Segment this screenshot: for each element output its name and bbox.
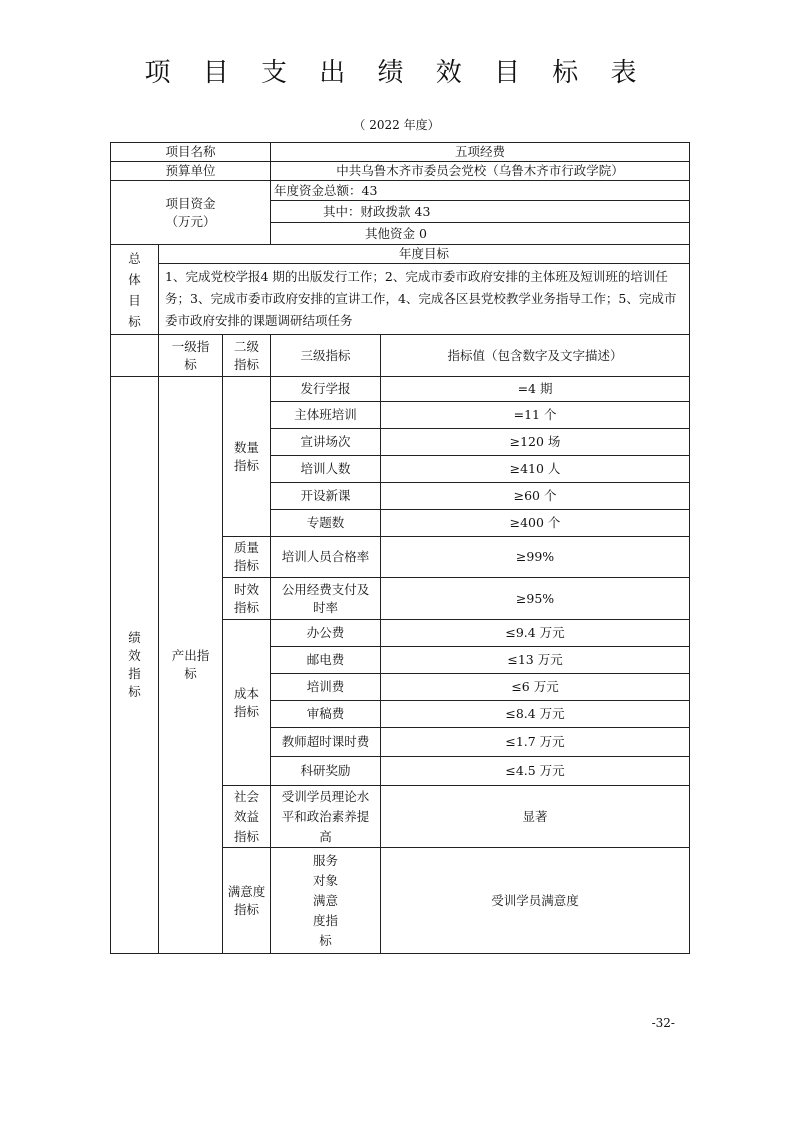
indicator-name: 受训学员理论水 平和政治素养提 高: [271, 786, 381, 848]
overall-goal-text-row: [111, 264, 690, 335]
indicator-name: 科研奖励: [271, 757, 381, 786]
indicator-value: =4 期: [381, 377, 690, 402]
indicator-name: 宣讲场次: [271, 429, 381, 456]
timeliness-indicator-label: 时效 指标: [223, 578, 271, 620]
year-subtitle: （ 2022 年度）: [353, 118, 440, 132]
indicator-name: 办公费: [271, 620, 381, 647]
indicator-value: ≥95%: [381, 578, 690, 620]
indicator-value: ≤9.4 万元: [381, 620, 690, 647]
indicator-name: 教师超时课时费: [271, 728, 381, 757]
indicator-value: ≤8.4 万元: [381, 701, 690, 728]
indicator-value: ≥120 场: [381, 429, 690, 456]
budget-unit-label: 预算单位: [111, 162, 271, 181]
indicator-value: ≥410 人: [381, 456, 690, 483]
overall-goal-header-row: [111, 245, 690, 264]
column-header-row: [111, 335, 690, 377]
output-indicator-label: 产出指 标: [159, 377, 223, 954]
indicator-name: 受训学员满意度: [381, 848, 690, 954]
performance-table: [110, 142, 690, 954]
service-satisfaction-label: 服务 对象 满意 度指 标: [271, 848, 381, 954]
project-name-row: [111, 143, 690, 162]
indicator-value: ≥400 个: [381, 510, 690, 537]
indicator-value: ≤13 万元: [381, 647, 690, 674]
performance-indicator-label: 绩 效 指 标: [111, 377, 159, 954]
indicator-name: 专题数: [271, 510, 381, 537]
indicator-name: 培训人员合格率: [271, 537, 381, 578]
budget-unit-row: [111, 162, 690, 181]
budget-unit-value: 中共乌鲁木齐市委员会党校（乌鲁木齐市行政学院）: [271, 162, 690, 181]
indicator-name: 主体班培训: [271, 402, 381, 429]
level2-header: 二级 指标: [223, 335, 271, 377]
social-indicator-label: 社会 效益 指标: [223, 786, 271, 848]
indicator-name: 邮电费: [271, 647, 381, 674]
annual-goal-text: 1、完成党校学报4 期的出版发行工作；2、完成市委市政府安排的主体班及短训班的培训任务；3、完成市委市政府安排的宣讲工作，4、完成各区县党校教学业务指导工作；5、完成市委市政府安排的课题调研结项任务: [159, 264, 690, 335]
level1-header: 一级指 标: [159, 335, 223, 377]
fund-total-value: 年度资金总额：43: [271, 181, 690, 201]
indicator-value: ≤1.7 万元: [381, 728, 690, 757]
blank-header-cell: [111, 335, 159, 377]
fund-fiscal-value: 其中：财政拨款 43: [271, 201, 690, 223]
fund-other-value: 其他资金 0: [271, 223, 690, 245]
cost-indicator-label: 成本 指标: [223, 620, 271, 786]
indicator-name: 培训人数: [271, 456, 381, 483]
overall-goal-label: 总 体 目 标: [111, 245, 159, 335]
quality-indicator-label: 质量 指标: [223, 537, 271, 578]
indicator-value: 显著: [381, 786, 690, 848]
project-fund-label: 项目资金 （万元）: [111, 181, 271, 245]
quantity-indicator-label: 数量 指标: [223, 377, 271, 537]
indicator-name: 公用经费支付及 时率: [271, 578, 381, 620]
indicator-value: ≥60 个: [381, 483, 690, 510]
indicator-value: ≤4.5 万元: [381, 757, 690, 786]
project-name-value: 五项经费: [271, 143, 690, 162]
satisfaction-indicator-label: 满意度 指标: [223, 848, 271, 954]
indicator-value: ≤6 万元: [381, 674, 690, 701]
page-title: 项 目 支 出 绩 效 目 标 表: [144, 58, 649, 88]
indicator-value: =11 个: [381, 402, 690, 429]
indicator-name: 培训费: [271, 674, 381, 701]
indicator-name: 发行学报: [271, 377, 381, 402]
page-number: -32-: [651, 1016, 675, 1030]
indicator-row: [111, 377, 690, 402]
indicator-name: 审稿费: [271, 701, 381, 728]
value-header: 指标值（包含数字及文字描述）: [381, 335, 690, 377]
project-name-label: 项目名称: [111, 143, 271, 162]
indicator-value: ≥99%: [381, 537, 690, 578]
fund-total-row: [111, 181, 690, 201]
annual-goal-label: 年度目标: [159, 245, 690, 264]
indicator-name: 开设新课: [271, 483, 381, 510]
level3-header: 三级指标: [271, 335, 381, 377]
